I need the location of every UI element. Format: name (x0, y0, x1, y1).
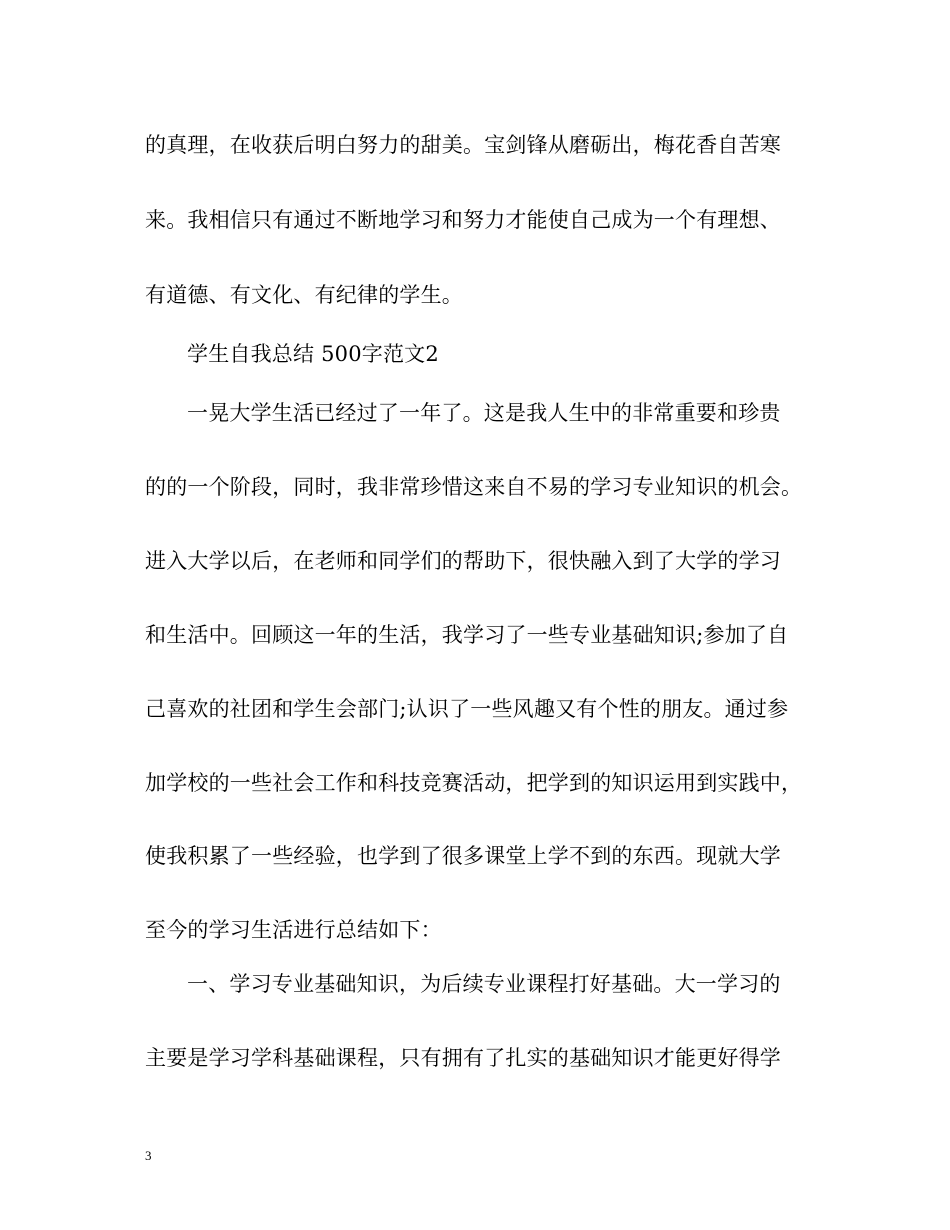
body-text-line: 进入大学以后，在老师和同学们的帮助下，很快融入到了大学的学习 (145, 549, 781, 573)
body-text-line: 和生活中。回顾这一年的生活，我学习了一些专业基础知识;参加了自 (145, 623, 789, 647)
body-text-line: 的的一个阶段，同时，我非常珍惜这来自不易的学习专业知识的机会。 (145, 475, 803, 499)
body-text-line: 来。我相信只有通过不断地学习和努力才能使自己成为一个有理想、 (145, 208, 781, 232)
page-number: 3 (145, 1148, 152, 1163)
body-text-line: 一、学习专业基础知识，为后续专业课程打好基础。大一学习的 (187, 972, 781, 996)
body-text-line: 一晃大学生活已经过了一年了。这是我人生中的非常重要和珍贵 (187, 401, 781, 425)
body-text-line: 使我积累了一些经验，也学到了很多课堂上学不到的东西。现就大学 (145, 844, 781, 868)
section-heading: 学生自我总结 500字范文2 (187, 342, 439, 366)
body-text-line: 主要是学习学科基础课程，只有拥有了扎实的基础知识才能更好得学 (145, 1046, 781, 1070)
body-text-line: 至今的学习生活进行总结如下： (145, 918, 442, 942)
body-text-line: 加学校的一些社会工作和科技竞赛活动，把学到的知识运用到实践中， (145, 771, 803, 795)
body-text-line: 己喜欢的社团和学生会部门;认识了一些风趣又有个性的朋友。通过参 (145, 697, 789, 721)
body-text-line: 有道德、有文化、有纪律的学生。 (145, 283, 463, 307)
body-text-line: 的真理，在收获后明白努力的甜美。宝剑锋从磨砺出，梅花香自苦寒 (145, 133, 781, 157)
